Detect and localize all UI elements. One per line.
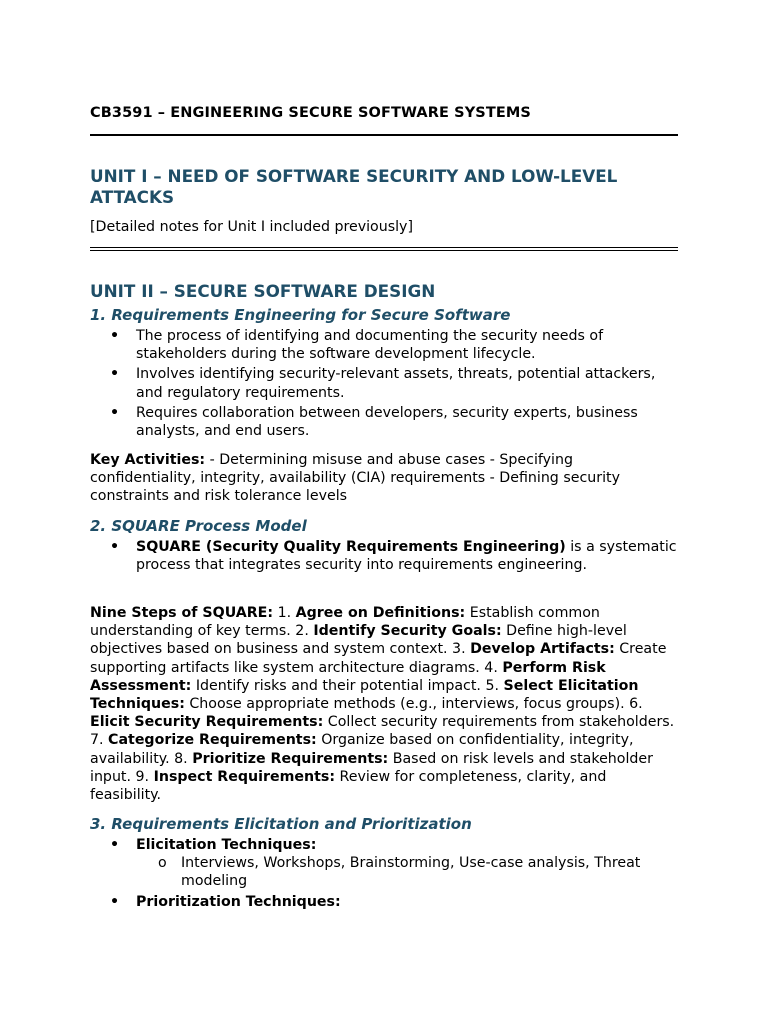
unit1-title: UNIT I – NEED OF SOFTWARE SECURITY AND LOW-LEVEL ATTACKS — [90, 166, 618, 207]
square-steps-paragraph: Nine Steps of SQUARE: 1. Agree on Definitions: Establish common understanding of key terms. 2. Identify Security Goals: Define high-level objectives based on business and system context. 3. Develop Artifacts: Create supporting artifacts like system architecture diagrams. 4. Perform Risk Assessment: Identify risks and their potential impact. 5. Select Elicitation Techniques: Choose appropriate methods (e.g., interviews, focus groups). 6. Elicit Security Requirements: Collect security requirements from stakeholders. 7. Categorize Requirements: Organize based on confidentiality, integrity, availability. 8. Prioritize Requirements: Based on risk levels and stakeholder input. 9. Inspect Requirements: Review for completeness, clarity, and feasibility. — [90, 605, 675, 804]
section1-heading: 1. Requirements Engineering for Secure Software — [90, 306, 511, 324]
list-item: • Requires collaboration between developers, security experts, business analysts, and end users. — [110, 404, 638, 440]
list-item: • Prioritization Techniques: — [110, 893, 341, 910]
unit1-note: [Detailed notes for Unit I included previously] — [90, 219, 413, 235]
section2-heading: 2. SQUARE Process Model — [90, 517, 307, 535]
unit2-title: UNIT II – SECURE SOFTWARE DESIGN — [90, 281, 436, 301]
bullet-icon: • — [110, 328, 120, 344]
list-item: o Interviews, Workshops, Brainstorming, Use-case analysis, Threat modeling — [158, 855, 641, 890]
bullet-icon: • — [110, 837, 120, 853]
bullet-icon: • — [110, 366, 120, 383]
list-item: • Involves identifying security-relevant assets, threats, potential attackers, and regulatory requirements. — [110, 366, 656, 401]
elicitation-sublist — [90, 854, 678, 890]
list-item: • The process of identifying and documenting the security needs of stakeholders during the software development lifecycle. — [110, 328, 604, 363]
bullet-icon: • — [110, 404, 120, 421]
course-title: CB3591 – ENGINEERING SECURE SOFTWARE SYSTEMS — [90, 105, 531, 121]
list-item: • Elicitation Techniques: o Interviews, Workshops, Brainstorming, Use-case analysis, Threat modeling — [90, 836, 678, 891]
title-divider — [90, 134, 678, 136]
section2-bullets — [90, 538, 678, 576]
section3-bullets — [90, 836, 678, 913]
key-activities-paragraph: Key Activities: - Determining misuse and abuse cases - Specifying confidentiality, integrity, availability (CIA) requirements - Defining security constraints and risk tolerance levels — [90, 452, 620, 505]
list-item: • SQUARE (Security Quality Requirements Engineering) is a systematic process that integrates security into requirements engineering. — [110, 539, 677, 574]
bullet-icon: • — [110, 539, 120, 555]
section1-bullets — [90, 327, 678, 442]
section3-heading: 3. Requirements Elicitation and Prioritization — [90, 815, 472, 833]
bullet-icon: • — [110, 893, 120, 910]
sub-bullet-icon: o — [158, 855, 167, 872]
unit-divider — [90, 247, 678, 251]
